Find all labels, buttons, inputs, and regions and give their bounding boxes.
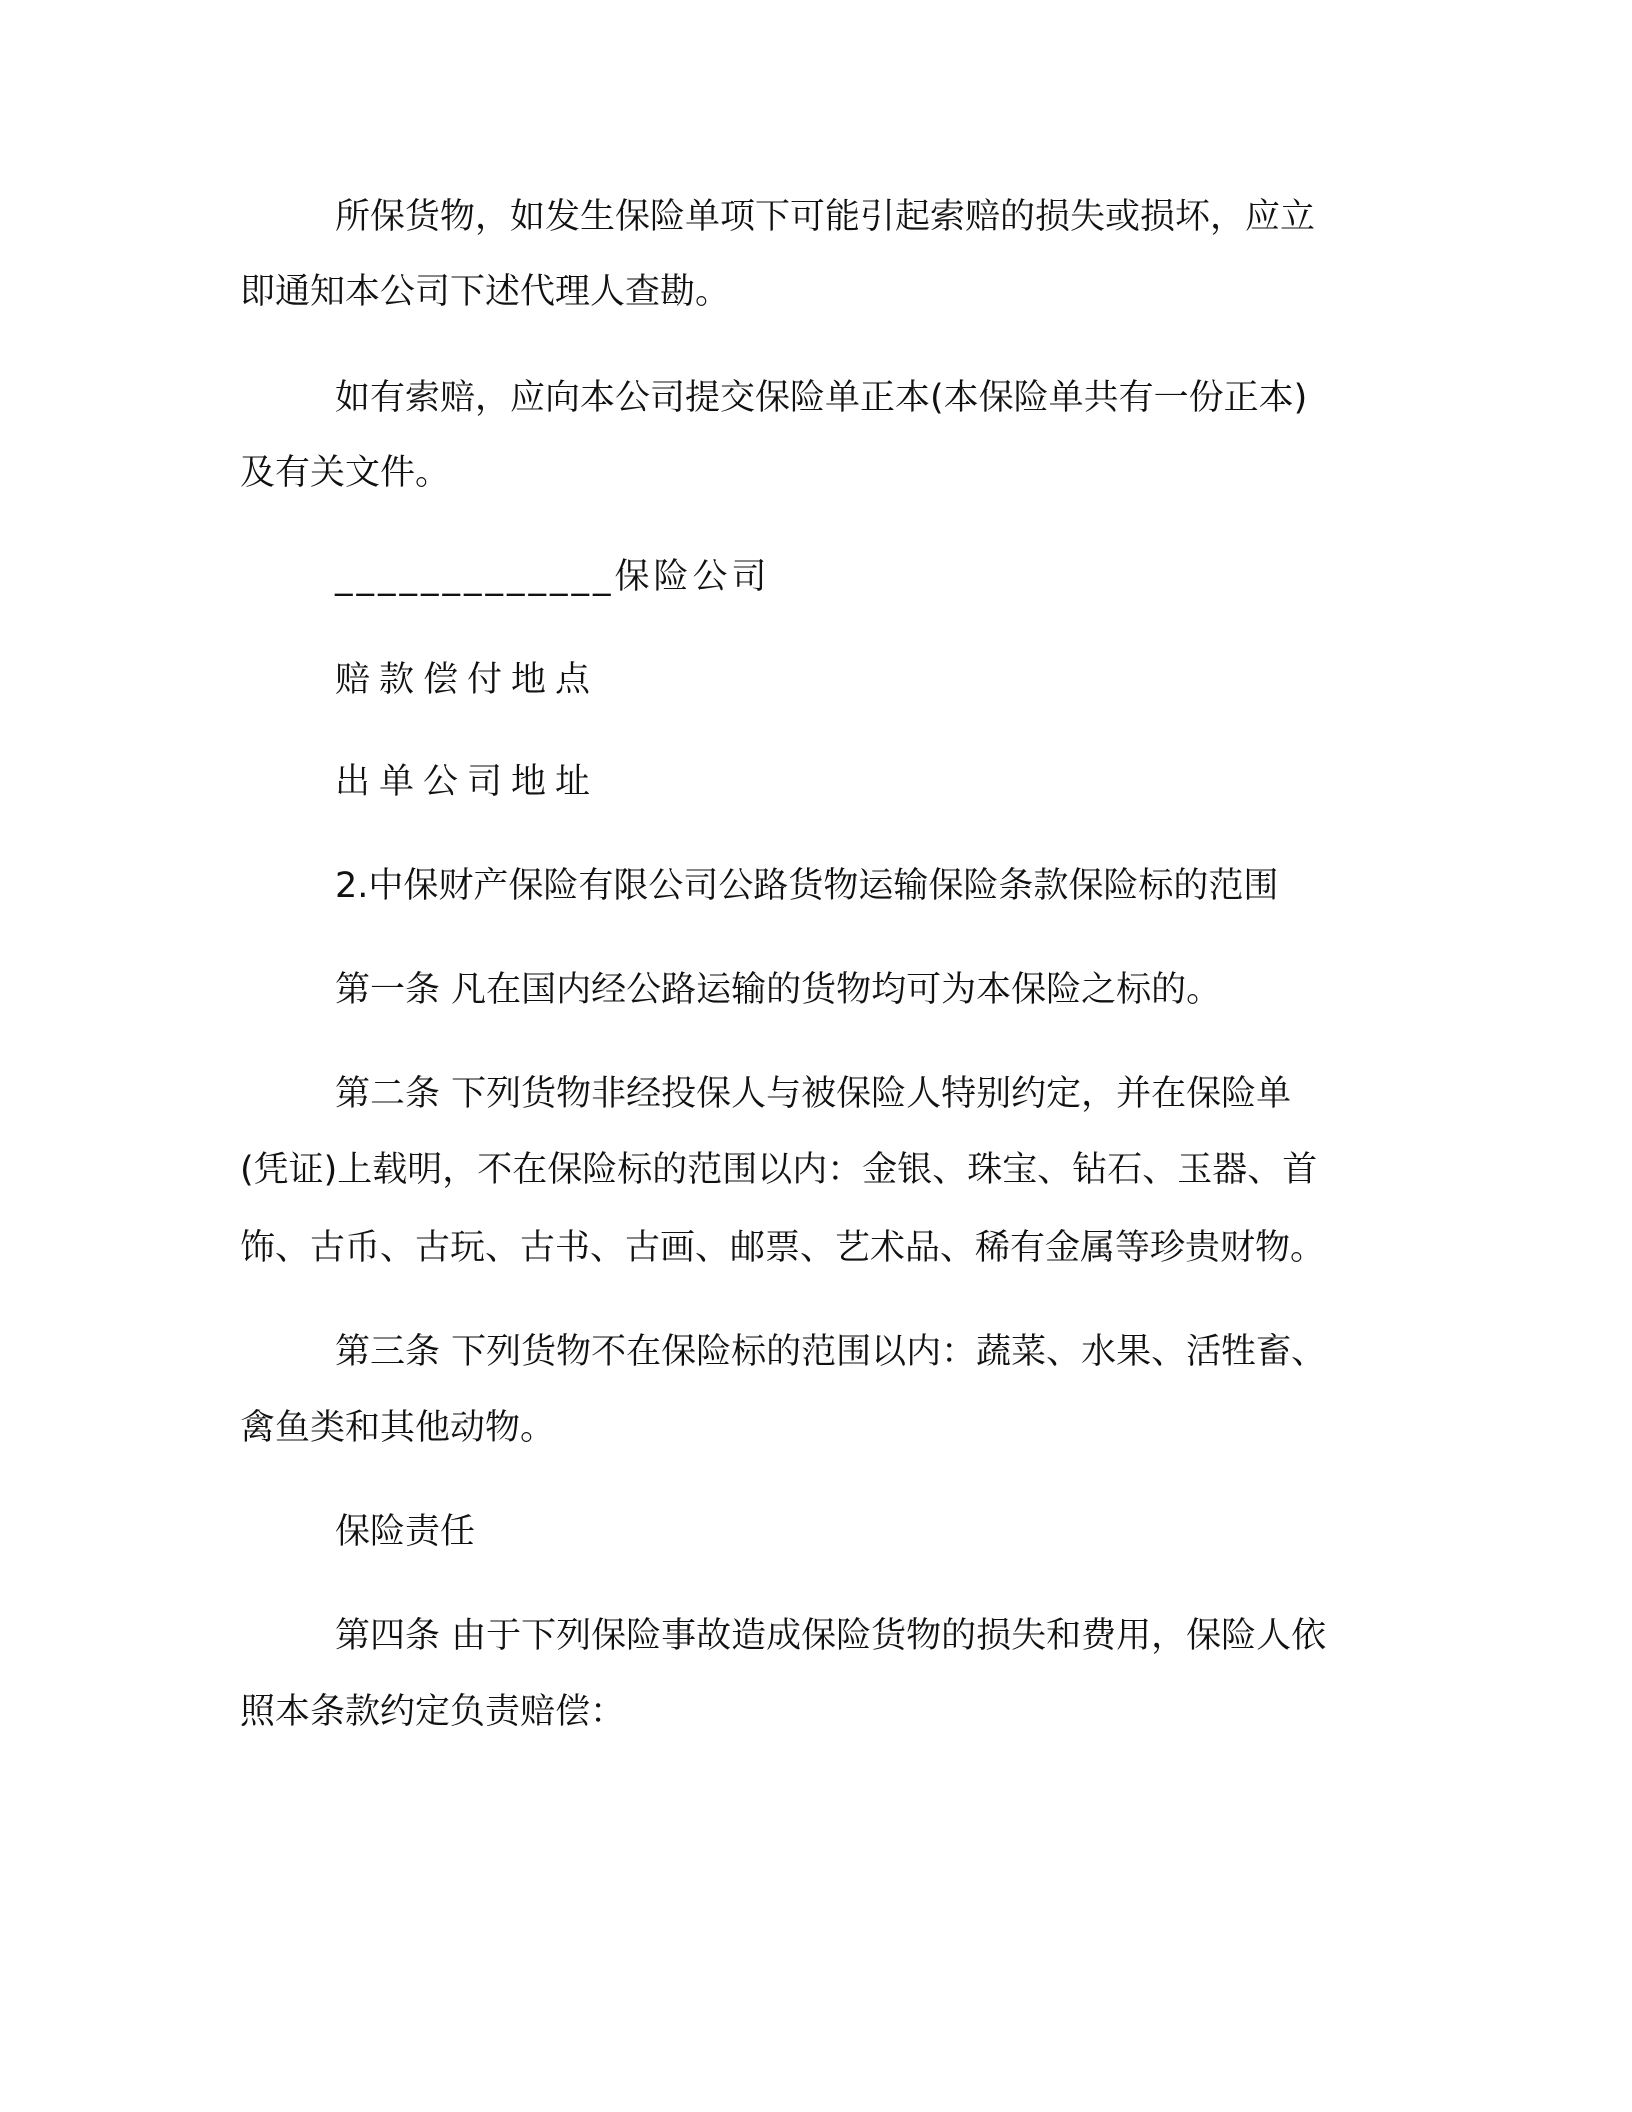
issuer-address: 出单公司地址 [335, 762, 600, 802]
paragraph-notice-line-1: 所保货物，如发生保险单项下可能引起索赔的损失或损坏，应立 [335, 197, 1316, 237]
article-3-line-2: 禽鱼类和其他动物。 [240, 1408, 556, 1448]
article-1: 第一条 凡在国内经公路运输的货物均可为本保险之标的。 [335, 970, 1222, 1010]
insurance-company-line: _____________保险公司 [335, 557, 771, 597]
article-2-line-3: 饰、古币、古玩、古书、古画、邮票、艺术品、稀有金属等珍贵财物。 [240, 1228, 1326, 1268]
article-4-line-1: 第四条 由于下列保险事故造成保险货物的损失和费用，保险人依 [335, 1616, 1327, 1656]
paragraph-claim-line-1: 如有索赔，应向本公司提交保险单正本(本保险单共有一份正本) [335, 378, 1308, 418]
article-4-line-2: 照本条款约定负责赔偿： [240, 1692, 626, 1732]
paragraph-notice-line-2: 即通知本公司下述代理人查勘。 [240, 272, 731, 312]
claim-payment-place: 赔款偿付地点 [335, 660, 600, 700]
liability-heading: 保险责任 [335, 1512, 476, 1552]
article-2-line-2: (凭证)上载明，不在保险标的范围以内：金银、珠宝、钻石、玉器、首 [240, 1150, 1318, 1190]
paragraph-claim-line-2: 及有关文件。 [240, 453, 451, 493]
article-2-line-1: 第二条 下列货物非经投保人与被保险人特别约定，并在保险单 [335, 1074, 1292, 1114]
article-3-line-1: 第三条 下列货物不在保险标的范围以内：蔬菜、水果、活牲畜、 [335, 1332, 1327, 1372]
section-heading: 2.中保财产保险有限公司公路货物运输保险条款保险标的范围 [335, 866, 1279, 906]
